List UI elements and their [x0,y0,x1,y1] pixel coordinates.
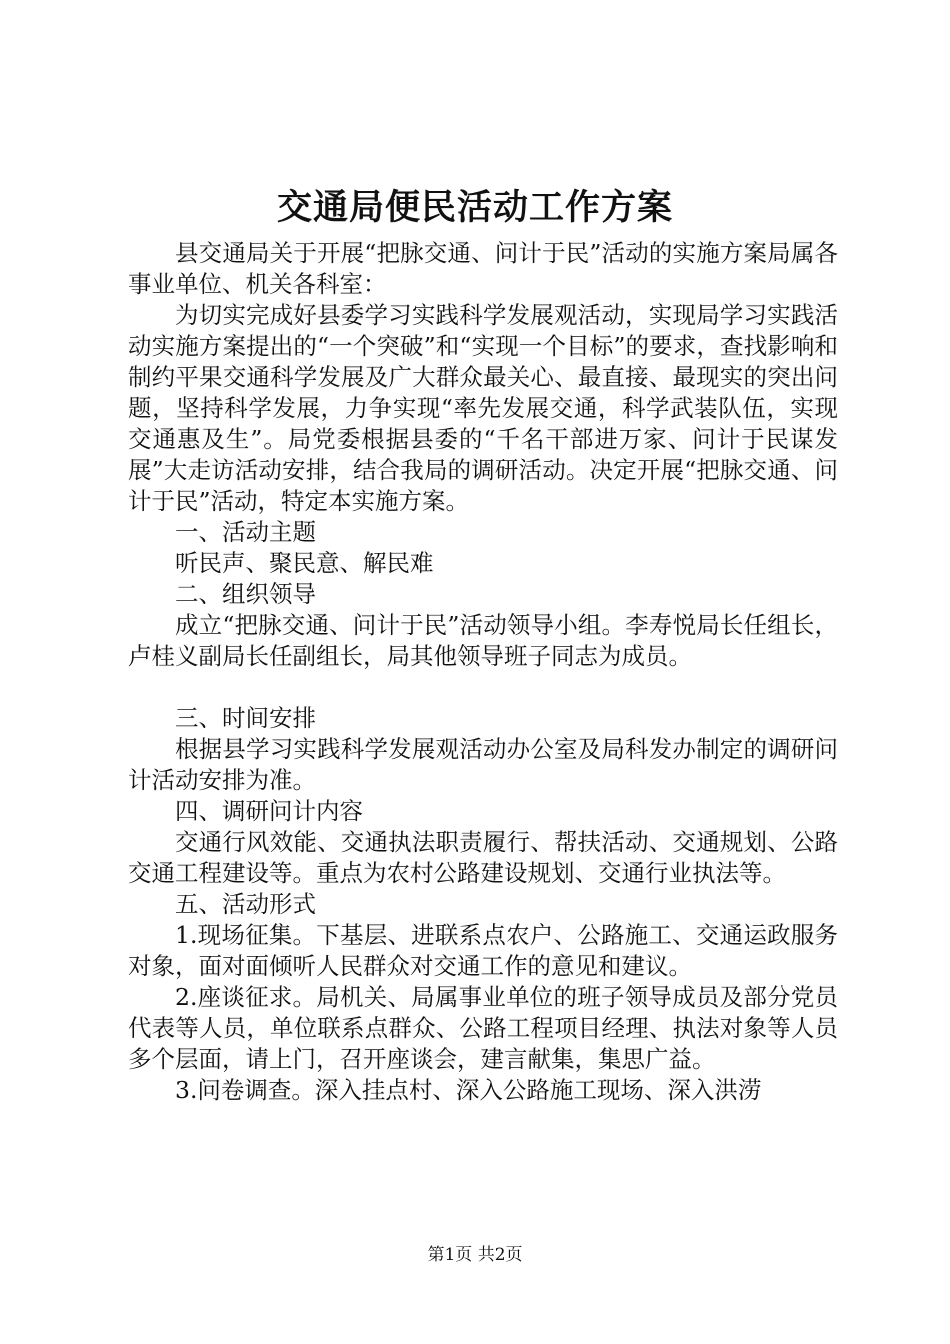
paragraph-form-1: 1.现场征集。下基层、进联系点农户、公路施工、交通运政服务对象，面对面倾听人民群众对交通工作的意见和建议。 [128,921,838,980]
paragraph-theme: 听民声、聚民意、解民难 [175,549,434,577]
paragraph-purpose: 为切实完成好县委学习实践科学发展观活动，实现局学习实践活动实施方案提出的“一个突破”和“实现一个目标”的要求，查找影响和制约平果交通科学发展及广大群众最关心、最直接、最现实的突出问题，坚持科学发展，力争实现“率先发展交通，科学武装队伍，实现交通惠及生”。局党委根据县委的“千名干部进万家、问计于民谋发展”大走访活动安排，结合我局的调研活动。决定开展“把脉交通、问计于民”活动，特定本实施方案。 [128,301,838,515]
document-body [128,238,838,1106]
heading-forms: 五、活动形式 [175,890,316,918]
paragraph-form-3: 3.问卷调查。深入挂点村、深入公路施工现场、深入洪涝 [175,1076,762,1104]
page-footer: 第1页 共2页 [427,1245,523,1265]
paragraph-content: 交通行风效能、交通执法职责履行、帮扶活动、交通规划、公路交通工程建设等。重点为农村公路建设规划、交通行业执法等。 [128,828,838,887]
paragraph-intro: 县交通局关于开展“把脉交通、问计于民”活动的实施方案局属各事业单位、机关各科室： [128,239,838,298]
paragraph-form-2: 2.座谈征求。局机关、局属事业单位的班子领导成员及部分党员代表等人员，单位联系点群众、公路工程项目经理、执法对象等人员多个层面，请上门，召开座谈会，建言献集，集思广益。 [128,983,838,1073]
paragraph-schedule: 根据县学习实践科学发展观活动办公室及局科发办制定的调研问计活动安排为准。 [128,735,838,794]
paragraph-organization: 成立“把脉交通、问计于民”活动领导小组。李寿悦局长任组长，卢桂义副局长任副组长，局其他领导班子同志为成员。 [128,611,838,670]
blank-line [128,672,838,703]
document-title: 交通局便民活动工作方案 [276,187,673,228]
heading-schedule: 三、时间安排 [175,704,316,732]
heading-content: 四、调研问计内容 [175,797,363,825]
heading-theme: 一、活动主题 [175,518,316,546]
heading-organization: 二、组织领导 [175,580,316,608]
